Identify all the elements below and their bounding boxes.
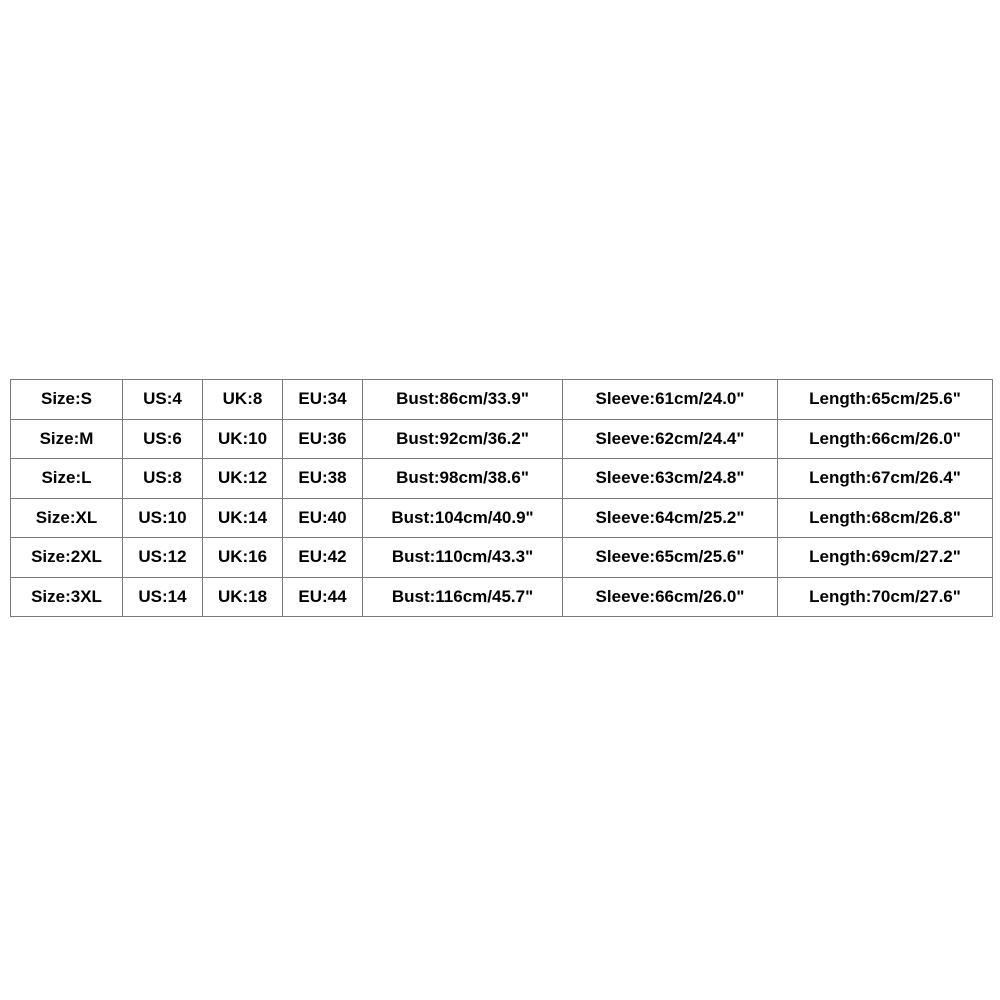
eu-size-cell: EU:44 — [283, 577, 363, 617]
us-size-cell: US:6 — [123, 419, 203, 459]
us-size-cell: US:8 — [123, 459, 203, 499]
bust-cell: Bust:98cm/38.6" — [363, 459, 563, 499]
uk-size-cell: UK:16 — [203, 538, 283, 578]
size-cell: Size:L — [11, 459, 123, 499]
length-cell: Length:65cm/25.6" — [778, 380, 993, 420]
bust-cell: Bust:116cm/45.7" — [363, 577, 563, 617]
uk-size-cell: UK:18 — [203, 577, 283, 617]
length-cell: Length:66cm/26.0" — [778, 419, 993, 459]
length-cell: Length:68cm/26.8" — [778, 498, 993, 538]
uk-size-cell: UK:10 — [203, 419, 283, 459]
uk-size-cell: UK:8 — [203, 380, 283, 420]
bust-cell: Bust:104cm/40.9" — [363, 498, 563, 538]
length-cell: Length:69cm/27.2" — [778, 538, 993, 578]
eu-size-cell: EU:40 — [283, 498, 363, 538]
size-chart-table — [10, 379, 993, 617]
eu-size-cell: EU:34 — [283, 380, 363, 420]
length-cell: Length:70cm/27.6" — [778, 577, 993, 617]
size-cell: Size:2XL — [11, 538, 123, 578]
table-row — [11, 419, 993, 459]
table-row — [11, 380, 993, 420]
size-cell: Size:3XL — [11, 577, 123, 617]
sleeve-cell: Sleeve:64cm/25.2" — [563, 498, 778, 538]
us-size-cell: US:12 — [123, 538, 203, 578]
table-row — [11, 498, 993, 538]
size-cell: Size:XL — [11, 498, 123, 538]
sleeve-cell: Sleeve:61cm/24.0" — [563, 380, 778, 420]
bust-cell: Bust:92cm/36.2" — [363, 419, 563, 459]
eu-size-cell: EU:38 — [283, 459, 363, 499]
sleeve-cell: Sleeve:63cm/24.8" — [563, 459, 778, 499]
size-cell: Size:M — [11, 419, 123, 459]
us-size-cell: US:4 — [123, 380, 203, 420]
us-size-cell: US:14 — [123, 577, 203, 617]
uk-size-cell: UK:12 — [203, 459, 283, 499]
bust-cell: Bust:86cm/33.9" — [363, 380, 563, 420]
us-size-cell: US:10 — [123, 498, 203, 538]
table-row — [11, 538, 993, 578]
table-row — [11, 577, 993, 617]
sleeve-cell: Sleeve:65cm/25.6" — [563, 538, 778, 578]
eu-size-cell: EU:42 — [283, 538, 363, 578]
bust-cell: Bust:110cm/43.3" — [363, 538, 563, 578]
length-cell: Length:67cm/26.4" — [778, 459, 993, 499]
sleeve-cell: Sleeve:62cm/24.4" — [563, 419, 778, 459]
uk-size-cell: UK:14 — [203, 498, 283, 538]
eu-size-cell: EU:36 — [283, 419, 363, 459]
size-cell: Size:S — [11, 380, 123, 420]
table-row — [11, 459, 993, 499]
sleeve-cell: Sleeve:66cm/26.0" — [563, 577, 778, 617]
